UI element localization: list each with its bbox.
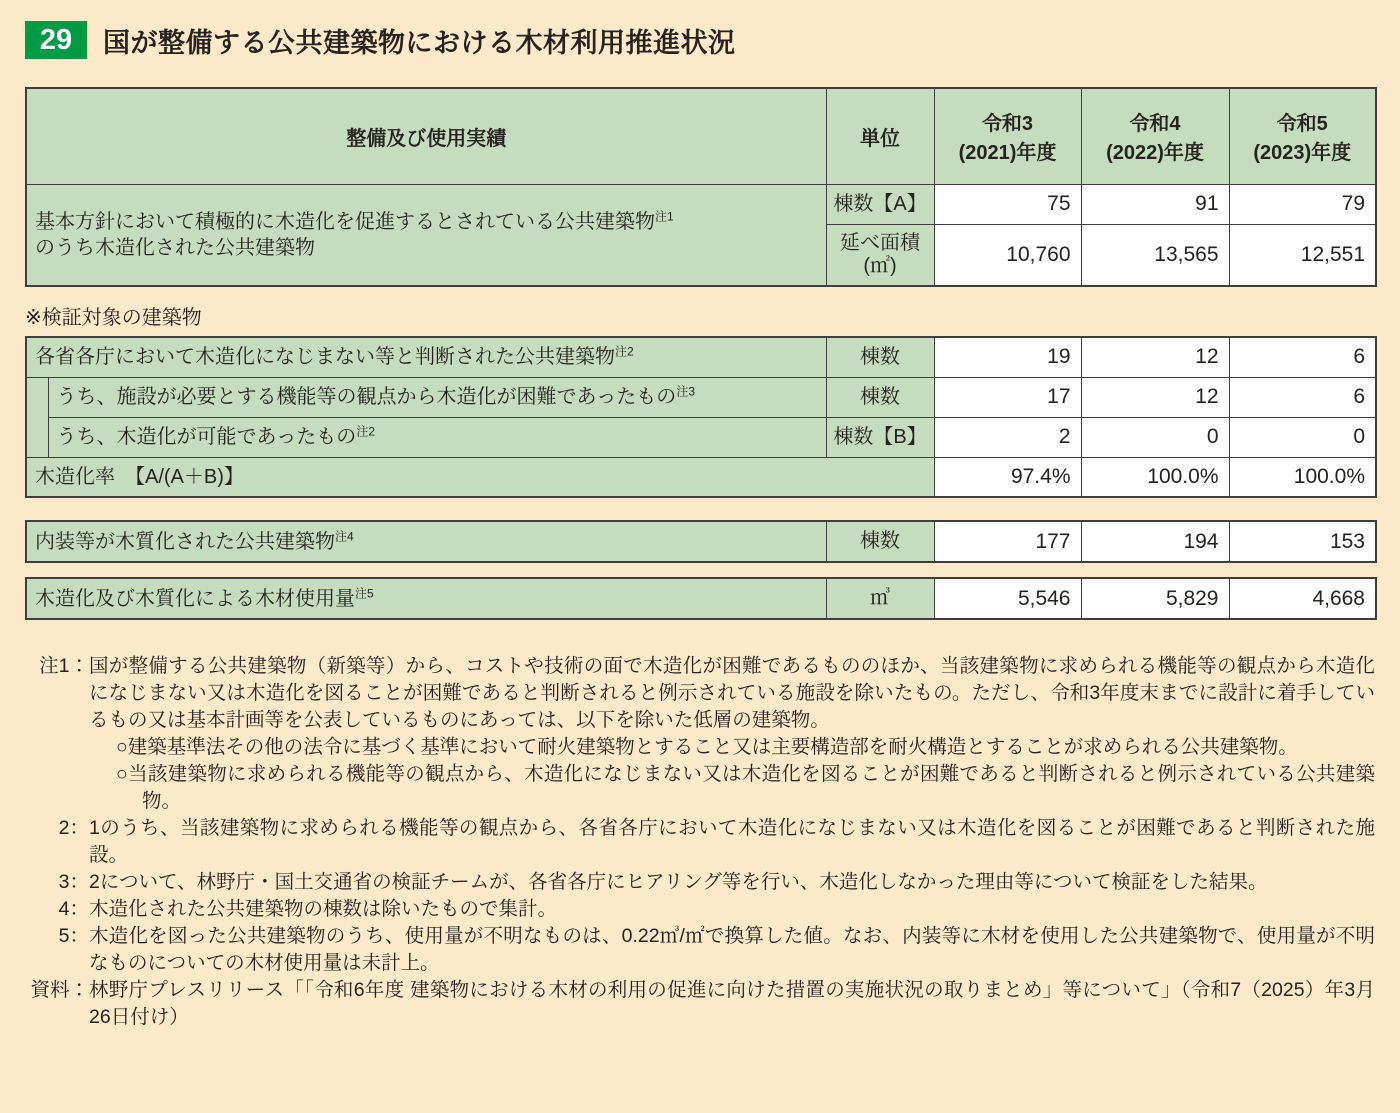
unit-cell xyxy=(826,224,934,286)
table-row xyxy=(26,578,1376,619)
value-cell: 100.0% xyxy=(1081,457,1229,497)
table-row xyxy=(26,184,1376,224)
note-text: 1のうち、当該建築物に求められる機能等の観点から、各省各庁において木造化になじまない又は木造化を図ることが困難であると判断された施設。 xyxy=(89,817,1375,866)
note-body xyxy=(89,653,1375,815)
row-label-interior xyxy=(26,521,826,562)
header-year-2021 xyxy=(934,88,1081,184)
value-cell: 4,668 xyxy=(1229,578,1376,619)
note-4 xyxy=(25,896,1375,923)
label-text: 木造化及び木質化による木材使用量 xyxy=(35,587,355,610)
note-prefix: 3： xyxy=(58,871,89,893)
value-cell: 12,551 xyxy=(1229,224,1376,286)
note-2 xyxy=(25,815,1375,869)
header-label-cell: 整備及び使用実績 xyxy=(26,88,826,184)
row-label-not-suited xyxy=(26,337,826,377)
value-cell: 2 xyxy=(934,417,1081,457)
value-cell: 79 xyxy=(1229,184,1376,224)
label-text: 各省各庁において木造化になじまない等と判断された公共建築物 xyxy=(35,346,615,369)
value-cell: 6 xyxy=(1229,337,1376,377)
note-prefix: 2： xyxy=(58,817,89,839)
main-results-table xyxy=(25,87,1377,287)
label-text: うち、施設が必要とする機能等の観点から木造化が困難であったもの xyxy=(56,386,677,408)
note-text: 木造化された公共建築物の棟数は除いたもので集計。 xyxy=(89,898,558,920)
value-cell: 100.0% xyxy=(1229,457,1376,497)
row-label-volume xyxy=(26,578,826,619)
row-label-difficult xyxy=(48,377,826,417)
value-cell: 177 xyxy=(934,521,1081,562)
value-cell: 13,565 xyxy=(1081,224,1229,286)
value-cell: 153 xyxy=(1229,521,1376,562)
note-prefix: 注1： xyxy=(39,655,89,677)
note-ref-sup: 注4 xyxy=(335,528,354,543)
note-prefix: 資料： xyxy=(30,979,89,1001)
note-subitem: ○建築基準法その他の法令に基づく基準において耐火建築物とすること又は主要構造部を耐火構造とすることが求められる公共建築物。 xyxy=(116,736,1298,758)
row-label-wooden-buildings xyxy=(26,184,826,286)
unit-text: (㎡) xyxy=(863,254,897,277)
note-ref-sup: 注2 xyxy=(356,424,375,439)
label-text: うち、木造化が可能であったもの xyxy=(56,426,357,448)
note-prefix: 4： xyxy=(58,898,89,920)
note-ref-sup: 注1 xyxy=(655,209,674,224)
value-cell: 17 xyxy=(934,377,1081,417)
note-ref-sup: 注2 xyxy=(615,344,634,359)
source-text: 林野庁プレスリリース「「令和6年度 建築物における木材の利用の促進に向けた措置の実施状況の取りまとめ」等について」（令和7（2025）年3月26日付け） xyxy=(89,979,1375,1028)
value-cell: 12 xyxy=(1081,337,1229,377)
era-label: 令和3 xyxy=(981,113,1034,136)
row-label-wooden-rate: 木造化率 【A/(A＋B)】 xyxy=(26,457,934,497)
era-label: 令和4 xyxy=(1129,113,1181,136)
value-cell: 91 xyxy=(1081,184,1229,224)
label-text: 基本方針において積極的に木造化を促進するとされている公共建築物 xyxy=(35,210,655,233)
note-ref-sup: 注3 xyxy=(676,384,695,399)
note-1 xyxy=(25,653,1375,815)
note-3 xyxy=(25,869,1375,896)
note-prefix: 5： xyxy=(58,925,89,947)
era-label: 令和5 xyxy=(1276,113,1328,136)
value-cell: 75 xyxy=(934,184,1081,224)
table-row xyxy=(26,457,1376,497)
label-text: のうち木造化された公共建築物 xyxy=(35,236,315,259)
note-ref-sup: 注5 xyxy=(355,585,374,600)
value-cell: 6 xyxy=(1229,377,1376,417)
table-header-row xyxy=(26,88,1376,184)
source-note xyxy=(25,977,1375,1031)
value-cell: 12 xyxy=(1081,377,1229,417)
page-title: 国が整備する公共建築物における木材利用推進状況 xyxy=(103,27,736,58)
verification-table xyxy=(25,336,1377,498)
unit-cell: ㎥ xyxy=(826,578,934,619)
unit-cell: 棟数【B】 xyxy=(826,417,934,457)
unit-cell: 棟数 xyxy=(826,337,934,377)
value-cell: 0 xyxy=(1081,417,1229,457)
notes-section xyxy=(25,653,1375,1031)
title-bar xyxy=(25,0,1375,62)
table-row xyxy=(26,521,1376,562)
wood-volume-table xyxy=(25,577,1377,620)
verification-section-label: ※検証対象の建築物 xyxy=(25,307,202,329)
value-cell: 0 xyxy=(1229,417,1376,457)
value-cell: 194 xyxy=(1081,521,1229,562)
note-subitem: ○当該建築物に求められる機能等の観点から、木造化になじまない又は木造化を図ることが困難であると判断されると例示されている公共建築物。 xyxy=(116,763,1375,812)
value-cell: 5,546 xyxy=(934,578,1081,619)
row-label-possible xyxy=(48,417,826,457)
note-text: 2について、林野庁・国土交通省の検証チームが、各省各庁にヒアリング等を行い、木造化しなかった理由等について検証をした結果。 xyxy=(89,871,1268,893)
table-row xyxy=(26,337,1376,377)
fiscal-year-label: (2022)年度 xyxy=(1106,142,1204,165)
value-cell: 10,760 xyxy=(934,224,1081,286)
header-year-2022 xyxy=(1081,88,1229,184)
table-row xyxy=(26,417,1376,457)
value-cell: 5,829 xyxy=(1081,578,1229,619)
figure-number-badge: 29 xyxy=(25,21,87,59)
header-unit-cell: 単位 xyxy=(826,88,934,184)
table-row xyxy=(26,377,1376,417)
note-text: 木造化を図った公共建築物のうち、使用量が不明なものは、0.22㎥/㎡で換算した値。なお、内装等に木材を使用した公共建築物で、使用量が不明なものについての木材使用量は未計上。 xyxy=(89,925,1375,974)
interior-wood-table xyxy=(25,520,1377,563)
label-text: 内装等が木質化された公共建築物 xyxy=(35,530,335,553)
value-cell: 97.4% xyxy=(934,457,1081,497)
value-cell: 19 xyxy=(934,337,1081,377)
note-text: 国が整備する公共建築物（新築等）から、コストや技術の面で木造化が困難であるもののほか、当該建築物に求められる機能等の観点から木造化になじまない又は木造化を図ることが困難であると判断されると例示されている施設を除いたもの。ただし、令和3年度末までに設計に着手しているもの又は基本計画等を公表しているものにあっては、以下を除いた低層の建築物。 xyxy=(89,655,1375,731)
unit-cell: 棟数【A】 xyxy=(826,184,934,224)
unit-text: 延べ面積 xyxy=(840,231,920,254)
fiscal-year-label: (2021)年度 xyxy=(958,142,1057,165)
indent-strip-cell xyxy=(26,377,48,457)
header-year-2023 xyxy=(1229,88,1376,184)
unit-cell: 棟数 xyxy=(826,521,934,562)
unit-cell: 棟数 xyxy=(826,377,934,417)
fiscal-year-label: (2023)年度 xyxy=(1253,142,1352,165)
note-5 xyxy=(25,923,1375,977)
